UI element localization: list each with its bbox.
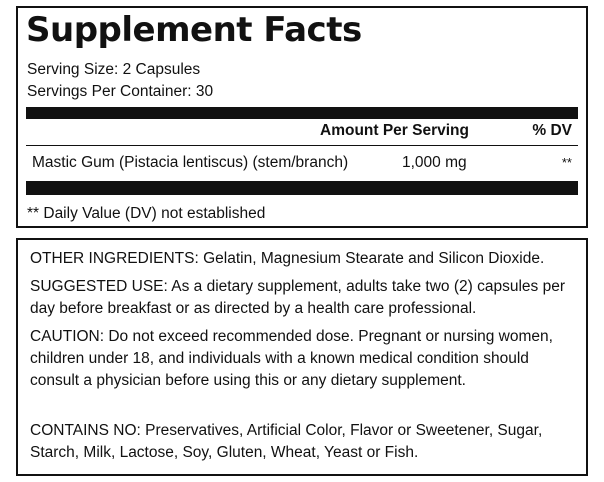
serving-size: Serving Size: 2 Capsules — [27, 61, 201, 78]
suggested-use: SUGGESTED USE: As a dietary supplement, adults take two (2) capsules per day before breakfast or as directed by a health care professional. — [30, 278, 565, 317]
supplement-facts-panel — [16, 6, 588, 228]
label-notes-panel — [16, 238, 588, 476]
header-divider — [26, 145, 578, 146]
other-ingredients: OTHER INGREDIENTS: Gelatin, Magnesium Stearate and Silicon Dioxide. — [30, 250, 545, 267]
ingredient-amount: 1,000 mg — [402, 154, 467, 171]
thick-divider-top — [26, 107, 578, 119]
contains-no: CONTAINS NO: Preservatives, Artificial Color, Flavor or Sweetener, Sugar, Starch, Milk, Lactose, Soy, Gluten, Wheat, Yeast or Fish. — [30, 422, 543, 461]
dv-header: % DV — [532, 122, 572, 139]
ingredient-name: Mastic Gum (Pistacia lentiscus) (stem/branch) — [32, 154, 349, 171]
thick-divider-bottom — [26, 181, 578, 195]
ingredient-dv: ** — [561, 155, 572, 170]
amount-per-serving-header: Amount Per Serving — [320, 122, 469, 139]
facts-footnote: ** Daily Value (DV) not established — [27, 205, 266, 222]
facts-title: Supplement Facts — [26, 10, 362, 50]
servings-per-container: Servings Per Container: 30 — [27, 83, 214, 100]
caution: CAUTION: Do not exceed recommended dose. Pregnant or nursing women, children under 18, and individuals with a known medical condition should consult a physician before using this or any dietary supplement. — [30, 328, 553, 389]
